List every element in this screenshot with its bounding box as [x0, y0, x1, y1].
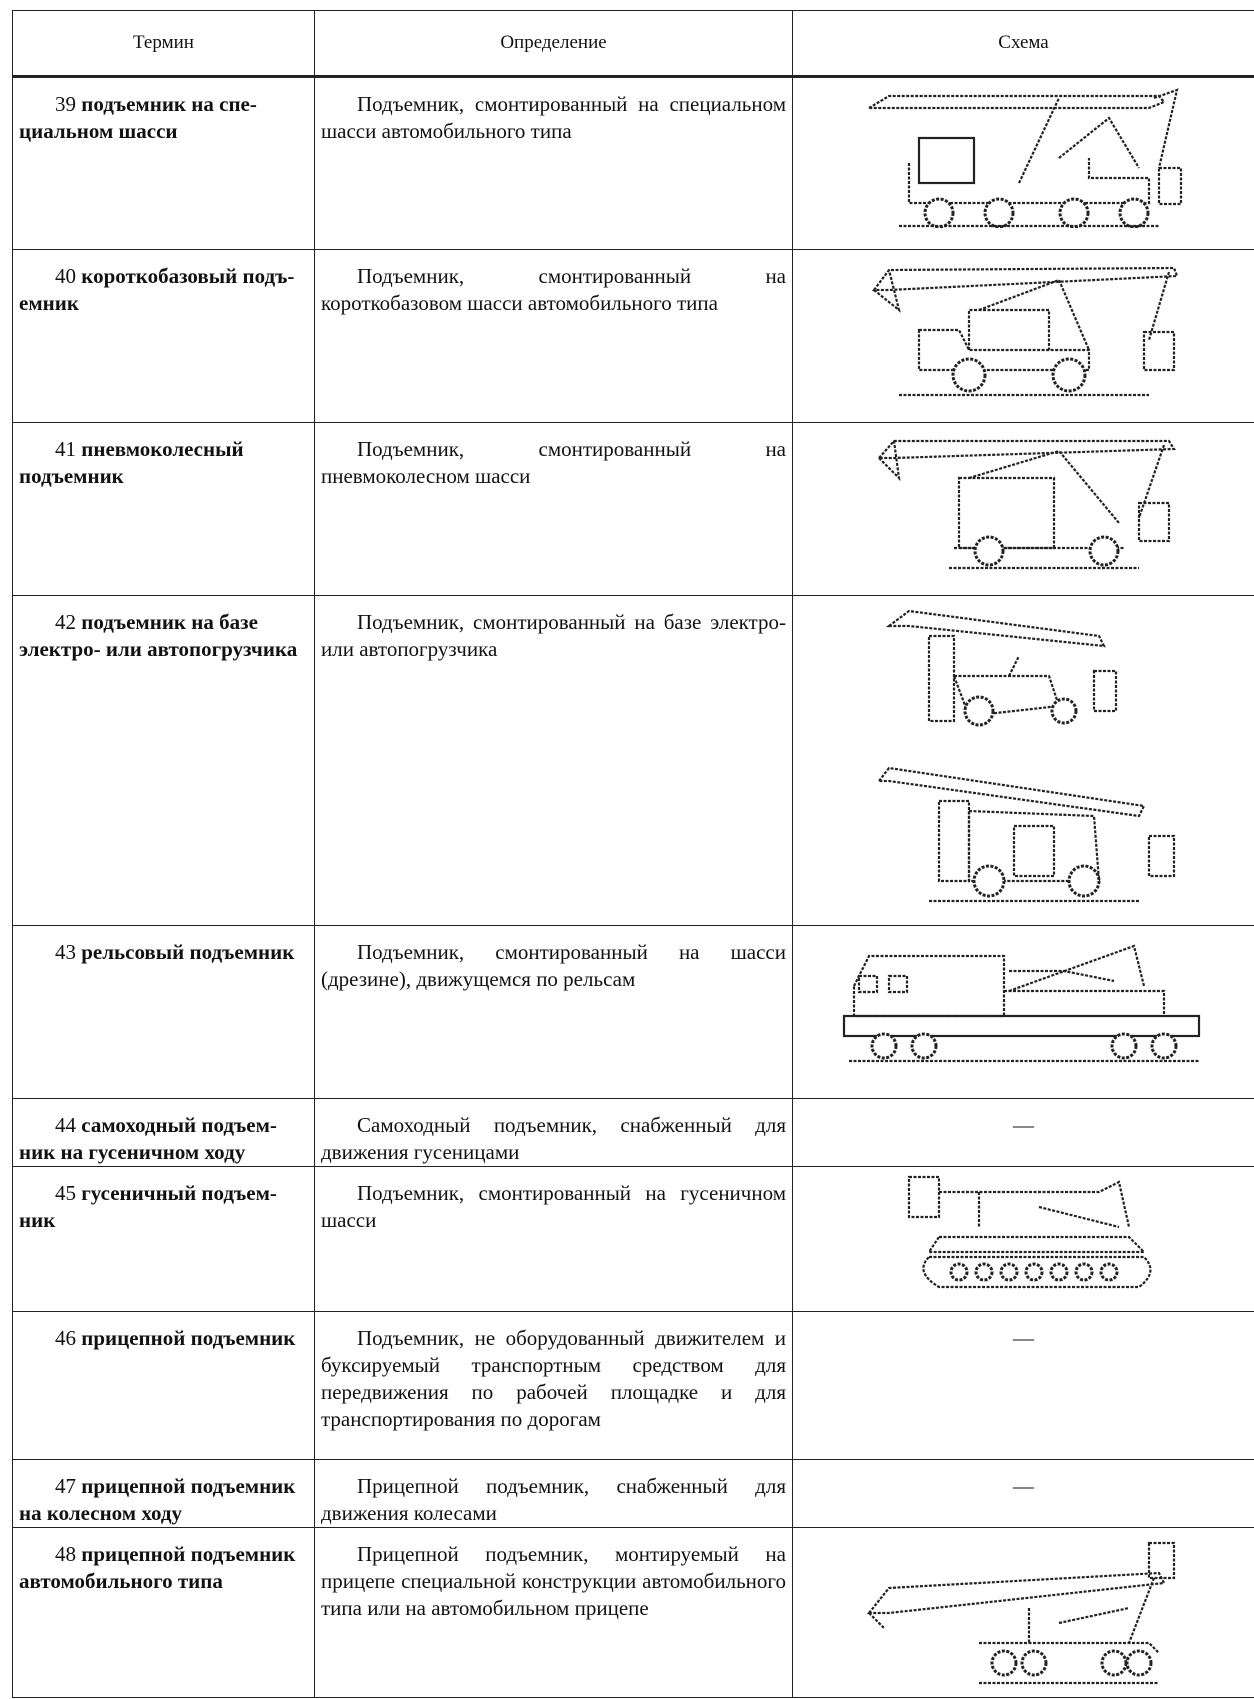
term-text: короткобазовый подъ- емник [19, 264, 295, 315]
definition-text: Подъемник, не оборудованный движителем и буксируемый транспортным средством для передвижения по рабочей площадке и для транспортирования по дорогам [321, 1326, 786, 1431]
table-row [13, 77, 1254, 250]
header-definition: Определение [315, 11, 793, 77]
term-text: прицепной подъемник [81, 1326, 296, 1350]
table-row [13, 1460, 1254, 1528]
scheme-cell [793, 1099, 1254, 1167]
no-scheme-dash: — [1013, 1113, 1034, 1137]
term-text: подъемник на базе электро- или автопогрузчика [19, 610, 298, 661]
scheme-cell [793, 926, 1254, 1099]
no-scheme-dash: — [1013, 1326, 1034, 1350]
scheme-cell [793, 596, 1254, 926]
term-text: самоходный подъем- ник на гусеничном ходу [19, 1113, 277, 1164]
scheme-cell [793, 77, 1254, 250]
term-text: прицепной подъемник на колесном ходу [19, 1474, 296, 1525]
definition-cell [315, 77, 793, 250]
term-number: 40 [55, 264, 76, 288]
definition-text: Подъемник, смонтированный на базе электро- или автопогрузчика [321, 610, 786, 661]
term-cell [13, 1528, 315, 1698]
rail-lift-icon [834, 926, 1214, 1076]
term-cell [13, 1460, 315, 1528]
definition-cell [315, 1167, 793, 1312]
table-row [13, 1099, 1254, 1167]
term-cell [13, 77, 315, 250]
term-number: 48 [55, 1542, 76, 1566]
scheme-cell [793, 1167, 1254, 1312]
scheme-cell [793, 250, 1254, 423]
standard-terms-table-page [12, 10, 1254, 1699]
term-text: рельсовый подъемник [81, 940, 295, 964]
table-row [13, 423, 1254, 596]
term-number: 42 [55, 610, 76, 634]
pneumatic-wheel-lift-icon [859, 423, 1189, 573]
definition-cell [315, 1312, 793, 1460]
definition-text: Подъемник, смонтированный на короткобазовом шасси автомобильного типа [321, 264, 786, 315]
definition-cell [315, 596, 793, 926]
crawler-lift-icon [859, 1167, 1189, 1297]
term-number: 43 [55, 940, 76, 964]
definition-text: Подъемник, смонтированный на шасси (дрезине), движущемся по рельсам [321, 940, 786, 991]
definition-cell [315, 926, 793, 1099]
definition-cell [315, 1099, 793, 1167]
table-row [13, 1167, 1254, 1312]
definition-cell [315, 423, 793, 596]
term-number: 45 [55, 1181, 76, 1205]
definition-cell [315, 1460, 793, 1528]
no-scheme-dash: — [1013, 1474, 1034, 1498]
scheme-cell [793, 1528, 1254, 1698]
table-row [13, 596, 1254, 926]
term-text: гусеничный подъем- ник [19, 1181, 277, 1232]
term-cell [13, 926, 315, 1099]
term-text: пневмоколесный подъемник [19, 437, 244, 488]
scheme-cell [793, 1460, 1254, 1528]
scheme-cell [793, 423, 1254, 596]
definition-cell [315, 1528, 793, 1698]
definition-text: Подъемник, смонтированный на гусеничном шасси [321, 1181, 786, 1232]
table-row [13, 926, 1254, 1099]
term-cell [13, 1099, 315, 1167]
term-cell [13, 1312, 315, 1460]
definition-text: Прицепной подъемник, монтируемый на прицепе специальной конструкции автомобильного типа или на автомобильном прицепе [321, 1542, 786, 1620]
definition-cell [315, 250, 793, 423]
term-cell [13, 423, 315, 596]
term-cell [13, 596, 315, 926]
special-chassis-lift-icon [859, 78, 1189, 228]
term-text: подъемник на спе- циальном шасси [19, 92, 257, 143]
loader-lift-icon [859, 596, 1189, 916]
terms-table [12, 10, 1254, 1698]
table-header-row [13, 11, 1254, 77]
table-row [13, 1312, 1254, 1460]
definition-text: Самоходный подъемник, снабженный для движения гусеницами [321, 1113, 786, 1164]
table-row [13, 250, 1254, 423]
term-cell [13, 250, 315, 423]
term-number: 41 [55, 437, 76, 461]
term-number: 44 [55, 1113, 76, 1137]
term-number: 39 [55, 92, 76, 116]
scheme-cell [793, 1312, 1254, 1460]
definition-text: Прицепной подъемник, снабженный для движения колесами [321, 1474, 786, 1525]
header-scheme: Схема [793, 11, 1254, 77]
term-text: прицепной подъемник автомобильного типа [19, 1542, 296, 1593]
term-number: 47 [55, 1474, 76, 1498]
short-base-lift-icon [859, 250, 1189, 400]
definition-text: Подъемник, смонтированный на специальном шасси автомобильного типа [321, 92, 786, 143]
definition-text: Подъемник, смонтированный на пневмоколесном шасси [321, 437, 786, 488]
term-number: 46 [55, 1326, 76, 1350]
trailer-lift-icon [859, 1528, 1189, 1688]
term-cell [13, 1167, 315, 1312]
header-term: Термин [13, 11, 315, 77]
table-row [13, 1528, 1254, 1698]
